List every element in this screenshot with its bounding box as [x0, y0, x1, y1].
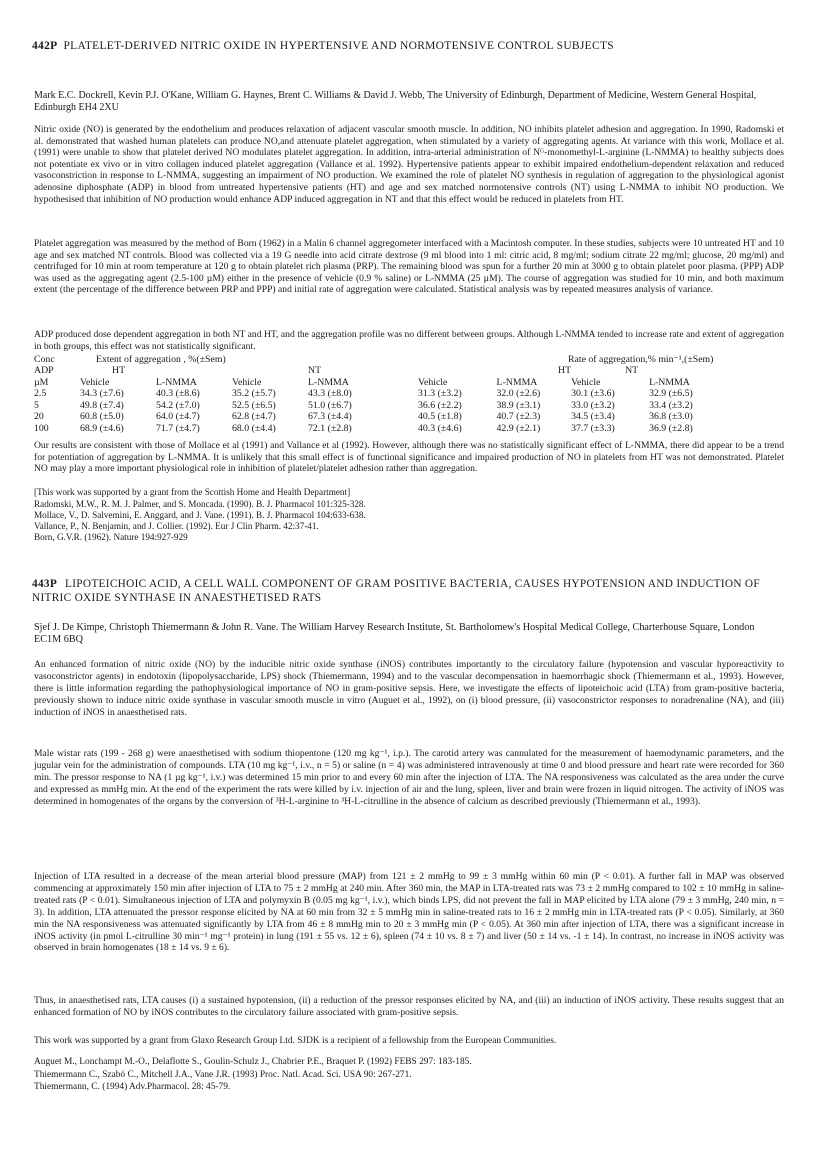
table-cell: 38.9 (±3.1): [496, 399, 541, 411]
table-cell: 36.6 (±2.2): [418, 399, 462, 411]
reference-item: Auguet M., Lonchampt M.-O., Delaflotte S., Goulin-Schulz J., Chabrier P.E., Braquet P. (1992) FEBS 297: 183-185.: [34, 1057, 472, 1067]
table-cell: 34.5 (±3.4): [571, 411, 615, 422]
header-adp: ADP: [34, 365, 54, 376]
table-cell: 35.2 (±5.7): [232, 388, 276, 399]
table-cell: 20: [34, 411, 44, 422]
reference-item: Radomski, M.W., R. M. J. Palmer, and S. Moncada. (1990). B. J. Pharmacol 101:325-328.: [34, 499, 366, 509]
header-nt: NT: [308, 365, 322, 376]
table-cell: 42.9 (±2.1): [496, 422, 541, 434]
article1-paragraph-1: Nitric oxide (NO) is generated by the endothelium and produces relaxation of adjacent vascular smooth muscle. In addition, NO inhibits platelet adhesion and aggregation. In 1990, Radomski et al. demonstrated that washed human platelets can produce NO,and attenuate platelet aggregation, when stimulated by a variety of aggregating agents. At variance with this work, Mollace et al. (1991) were unable to show that platelet derived NO modulates platelet aggregation. In addition, intra-arterial administration of Nᴳ-monomethyl-L-arginine (L-NMMA) to healthy subjects does not potentiate ex vivo or in vitro collagen induced platelet aggregation (Vallance et al. 1992). Hypertensive patients appear to exhibit impaired endothelium-dependent relaxation and reduced vasoconstriction in response to L-NMMA, suggesting an impairment of NO production. We examined the role of platelet NO synthesis in regulation of aggregation to the physiological agonist adenosine diphosphate (ADP) in blood from untreated hypertensive patients (HT) and age and sex matched normotensive controls (NT) using L-NMMA to inhibit NO production. We hypothesised that inhibition of NO production would enhance ADP induced aggregation in NT and that this effect would be reduced in platelets from HT.: [34, 124, 784, 205]
article1-paragraph-3: ADP produced dose dependent aggregation in both NT and HT, and the aggregation profile was no different between groups. Although L-NMMA tended to increase rate and extent of aggregation in both groups, this effect was not statistically significant.: [34, 329, 784, 352]
aggregation-table: [34, 353, 794, 434]
article2-paragraph-3: Injection of LTA resulted in a decrease of the mean arterial blood pressure (MAP) from 121 ± 2 mmHg to 99 ± 3 mmHg within 60 min (P < 0.01). A further fall in MAP was observed commencing at approximately 150 min after injection of LTA to 75 ± 2 mmHg at 240 min. After 360 min, the MAP in LTA-treated rats was 73 ± 2 mmHg compared to 102 ± 10 mmHg in saline-treated rats (P < 0.01). Simultaneous injection of LTA and polymyxin B (0.05 mg kg⁻¹, i.v.), which binds LPS, did not prevent the fall in MAP elicited by LTA alone (79 ± 3 mmHg, 240 min, n = 3). In addition, LTA attenuated the pressor response elicited by NA at 60 min from 32 ± 5 mmHg min in saline-treated rats to 16 ± 2 mmHg min in LTA-treated rats (P < 0.05). Similarly, at 360 min the NA responsiveness was attenuated significantly by LTA from 46 ± 8 mmHg min to 20 ± 3 mmHg min (P < 0.05). At 360 min after injection of LTA, there was a significant increase in iNOS activity (in pmol L-citrulline 30 min⁻¹ mg⁻¹ protein) in lung (191 ± 55 vs. 12 ± 6), spleen (74 ± 10 vs. 8 ± 7) and liver (50 ± 14 vs. -1 ± 14). In contrast, no increase in iNOS activity was observed in brain homogenates (18 ± 14 vs. 9 ± 6).: [34, 871, 784, 954]
aggregation-table-grid: [34, 353, 713, 434]
table-row: [34, 399, 713, 411]
article2-header: [32, 577, 792, 605]
header-rate: Rate of aggregation,% min⁻¹,(±Sem): [568, 353, 714, 365]
table-cell: 72.1 (±2.8): [308, 422, 352, 434]
table-cell: 2.5: [34, 388, 47, 399]
article2-authors: Sjef J. De Kimpe, Christoph Thiemermann & John R. Vane. The William Harvey Research Institute, St. Bartholomew's Hospital Medical College, Charterhouse Square, London EC1M 6BQ: [34, 622, 755, 646]
table-cell: 51.0 (±6.7): [308, 399, 352, 411]
reference-item: Born, G.V.R. (1962). Nature 194:927-929: [34, 532, 188, 542]
article2-paragraph-2: Male wistar rats (199 - 268 g) were anaesthetised with sodium thiopentone (120 mg kg⁻¹, i.p.). The carotid artery was cannulated for the measurement of haemodynamic parameters, and the jugular vein for the administration of compounds. LTA (10 mg kg⁻¹, i.v., n = 5) or saline (n = 4) was administered intravenously at time 0 and blood pressure and heart rate were recorded for 360 min. The pressor response to NA (1 µg kg⁻¹, i.v.) was determined 15 min prior to and every 60 min after the injection of LTA. The NA responsiveness was calculated as the area under the curve and expressed as mmHg min. At the end of the experiment the rats were killed by i.v. injection of air and the lung, spleen, liver and brain were frozen in liquid nitrogen. The activity of iNOS was determined in homogenates of the organs by the conversion of ³H-L-arginine to ³H-L-citrulline in the absence of calcium as described previously (Thiemermann et al., 1993).: [34, 748, 784, 807]
table-cell: 68.9 (±4.6): [80, 422, 124, 434]
table-cell: 30.1 (±3.6): [571, 388, 615, 399]
table-cell: 54.2 (±7.0): [156, 399, 200, 411]
table-cell: 37.7 (±3.3): [571, 422, 615, 434]
col-header: Vehicle: [232, 376, 262, 388]
table-cell: 31.3 (±3.2): [418, 388, 462, 399]
table-cell: 68.0 (±4.4): [232, 422, 276, 434]
table-cell: 60.8 (±5.0): [80, 411, 124, 422]
col-header: L-NMMA: [496, 376, 538, 388]
table-row: [34, 411, 713, 423]
col-header: Vehicle: [571, 376, 601, 388]
table-cell: 36.8 (±3.0): [649, 411, 693, 422]
table-cell: 36.9 (±2.8): [649, 422, 693, 434]
table-cell: 40.7 (±2.3): [496, 411, 541, 422]
table-cell: 100: [34, 422, 49, 434]
article1-references: [34, 499, 784, 543]
reference-item: Thiemermann, C. (1994) Adv.Pharmacol. 28: 45-79.: [34, 1082, 231, 1092]
table-cell: 33.0 (±3.2): [571, 399, 615, 411]
header-ht-rate: HT: [558, 365, 572, 376]
table-cell: 33.4 (±3.2): [649, 399, 693, 411]
table-row: [34, 388, 713, 400]
table-cell: 40.5 (±1.8): [418, 411, 462, 422]
article1-header: [32, 40, 792, 52]
table-cell: 67.3 (±4.4): [308, 411, 352, 422]
col-header: L-NMMA: [649, 376, 690, 388]
header-um: µM: [34, 376, 49, 388]
article2-paragraph-1: An enhanced formation of nitric oxide (NO) by the inducible nitric oxide synthase (iNOS) contributes importantly to the circulatory failure (hypotension and vascular hyporeactivity to vasoconstrictor agents) in endotoxin (lipopolysaccharide, LPS) shock (Thiemermann, 1994) and to the vascular decompensation in haemorrhagic shock (Thiemermann et al., 1993). However, there is little information regarding the pathophysiological importance of NO in gram-positive sepsis. Here, we investigate the effects of lipoteichoic acid (LTA) from gram-positive bacteria, previously shown to induce nitric oxide synthase in vascular smooth muscle in vitro (Auguet et al., 1992), on (i) blood pressure, (ii) vasoconstrictor responses to noradrenaline (NA), and (iii) induction of iNOS in anaesthetised rats.: [34, 659, 784, 718]
article1-paragraph-4: Our results are consistent with those of Mollace et al (1991) and Vallance et al (1992). However, although there was no statistically significant effect of L-NMMA, there did appear to be a trend for potentiation of aggregation by L-NMMA. It is unlikely that this small effect is of functional significance and impaired production of NO in platelets from HT was not demonstrated. Platelet NO may play a more important physiological role in inhibition of platelet/platelet adhesion rather than aggregation.: [34, 440, 784, 475]
table-cell: 32.9 (±6.5): [649, 388, 693, 399]
col-header: L-NMMA: [156, 376, 197, 388]
table-cell: 40.3 (±8.6): [156, 388, 200, 399]
reference-item: Vallance, P., N. Benjamin, and J. Collier. (1992). Eur J Clin Pharm. 42:37-41.: [34, 521, 319, 531]
header-extent: Extent of aggregation , %(±Sem): [96, 353, 226, 365]
table-cell: 71.7 (±4.7): [156, 422, 200, 434]
table-cell: 40.3 (±4.6): [418, 422, 462, 434]
table-header-row-3: [34, 376, 713, 388]
col-header: Vehicle: [418, 376, 448, 388]
article2-references: [34, 1056, 784, 1094]
article1-paragraph-2: Platelet aggregation was measured by the method of Born (1962) in a Malin 6 channel aggregometer interfaced with a Macintosh computer. In these studies, subjects were 10 untreated HT and 10 age and sex matched NT controls. Blood was collected via a 19 G needle into acid citrate dextrose (9 ml blood into 1 ml: citric acid, 8 mg/ml; sodium citrate 22 mg/ml; glucose, 20 mg/ml) and centrifuged for 10 min at room temperature at 120 g to obtain platelet rich plasma (PRP). The remaining blood was spun for a further 20 min at 3000 g to obtain platelet poor plasma. (PPP) ADP was used as the aggregating agent (2.5-100 µM) either in the presence of vehicle (0.9 % saline) or L-NMMA (25 µM). The course of aggregation was studied for 10 min, and both maximum extent (the percentage of the difference between PRP and PPP) and initial rate of aggregation were calculated. Statistical analysis was by repeated measures analysis of variance.: [34, 238, 784, 296]
article1-page-label: 442P: [32, 40, 58, 52]
article2-page-label: 443P: [32, 578, 58, 590]
article2-title: LIPOTEICHOIC ACID, A CELL WALL COMPONENT OF GRAM POSITIVE BACTERIA, CAUSES HYPOTENSION AND INDUCTION OF NITRIC OXIDE SYNTHASE IN ANAESTHETISED RATS: [32, 578, 760, 604]
table-cell: 52.5 (±6.5): [232, 399, 276, 411]
table-cell: 62.8 (±4.7): [232, 411, 276, 422]
article1-support: [This work was supported by a grant from the Scottish Home and Health Department]: [34, 487, 351, 497]
table-cell: 43.3 (±8.0): [308, 388, 352, 399]
col-header: L-NMMA: [308, 376, 349, 388]
reference-item: Thiemermann C., Szabó C., Mitchell J.A., Vane J.R. (1993) Proc. Natl. Acad. Sci. USA 90: 267-271.: [34, 1069, 412, 1080]
table-header-row-1: [34, 353, 713, 365]
header-conc: Conc: [34, 353, 55, 365]
table-row: [34, 422, 713, 434]
header-ht: HT: [112, 365, 126, 376]
table-cell: 64.0 (±4.7): [156, 411, 200, 422]
article2-support: This work was supported by a grant from Glaxo Research Group Ltd. SJDK is a recipient of a fellowship from the European Communities.: [34, 1036, 557, 1046]
table-cell: 32.0 (±2.6): [496, 388, 541, 399]
table-cell: 49.8 (±7.4): [80, 399, 124, 411]
table-header-row-2: [34, 365, 713, 377]
table-cell: 34.3 (±7.6): [80, 388, 124, 399]
header-nt-rate: NT: [625, 365, 639, 376]
article1-title: PLATELET-DERIVED NITRIC OXIDE IN HYPERTENSIVE AND NORMOTENSIVE CONTROL SUBJECTS: [63, 40, 614, 52]
table-cell: 5: [34, 399, 39, 411]
article1-authors: Mark E.C. Dockrell, Kevin P.J. O'Kane, William G. Haynes, Brent C. Williams & David J. Webb, The University of Edinburgh, Department of Medicine, Western General Hospital, Edinburgh EH4 2XU: [34, 90, 757, 114]
col-header: Vehicle: [80, 376, 110, 388]
reference-item: Mollace, V., D. Salvemini, E. Anggard, and J. Vane. (1991). B. J. Pharmacol 104:633-638.: [34, 510, 366, 520]
article2-paragraph-4: Thus, in anaesthetised rats, LTA causes (i) a sustained hypotension, (ii) a reduction of the pressor responses elicited by NA, and (iii) an induction of iNOS activity. These results suggest that an enhanced formation of NO by iNOS contributes to the circulatory failure associated with gram-positive sepsis.: [34, 995, 784, 1018]
